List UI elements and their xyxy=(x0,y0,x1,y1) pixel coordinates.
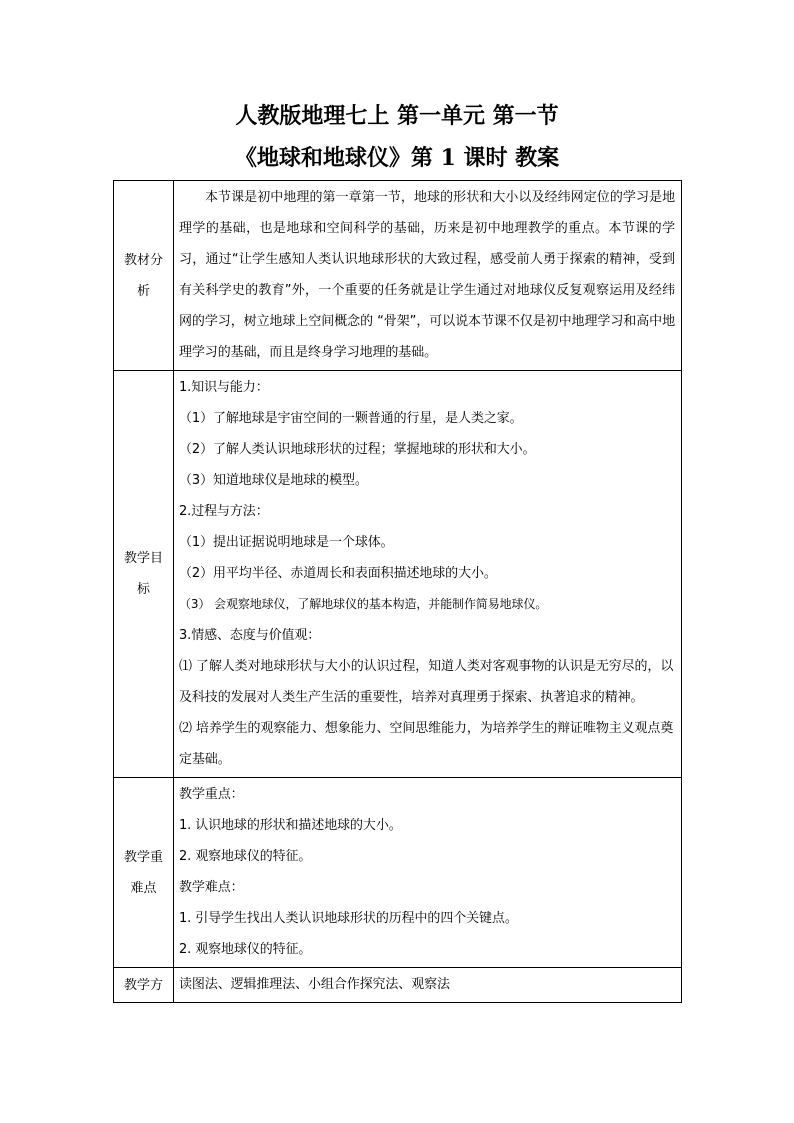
label-text-line-1: 教学重 xyxy=(123,849,163,865)
objective-line: （3） 会观察地球仪，了解地球仪的基本构造，并能制作简易地球仪。 xyxy=(179,597,548,611)
label-materials-analysis xyxy=(114,181,174,371)
row-materials-analysis xyxy=(114,181,682,371)
key-point-line: 1. 认识地球的形状和描述地球的大小。 xyxy=(179,818,402,833)
label-teaching-objectives xyxy=(114,371,174,778)
row-key-difficult-points xyxy=(114,778,682,968)
key-point-line: 1. 引导学生找出人类认识地球形状的历程中的四个关键点。 xyxy=(179,911,518,926)
objective-line: （2）用平均半径、赤道周长和表面积描述地球的大小。 xyxy=(179,566,497,581)
objective-line: （2）了解人类认识地球形状的过程；掌握地球的形状和大小。 xyxy=(179,442,536,457)
row-teaching-objectives xyxy=(114,371,682,778)
content-key-difficult-points xyxy=(174,778,682,968)
key-point-line: 2. 观察地球仪的特征。 xyxy=(179,942,312,957)
row-teaching-methods xyxy=(114,968,682,1003)
document-title-line-1: 人教版地理七上 第一单元 第一节 xyxy=(235,103,559,129)
materials-analysis-paragraph: 本节课是初中地理的第一章第一节，地球的形状和大小以及经纬网定位的学习是地理学的基础，也是地球和空间科学的基础，历来是初中地理教学的重点。本节课的学习，通过“让学生感知人类认识地球形状的大致过程，感受前人勇于探索的精神，受到有关科学史的教育”外，一个重要的任务就是让学生通过对地球仪反复观察运用及经纬网的学习，树立地球上空间概念的 “骨架”，可以说本节课不仅是初中地理学习和高中地理学习的基础，而且是终身学习地理的基础。 xyxy=(179,190,675,360)
teaching-methods-text: 读图法、逻辑推理法、小组合作探究法、观察法 xyxy=(179,977,450,992)
objective-line: 2.过程与方法： xyxy=(179,504,269,519)
content-materials-analysis xyxy=(174,181,682,371)
key-point-line: 教学重点： xyxy=(179,787,244,802)
label-text-line-1: 教学目 xyxy=(123,551,163,566)
objective-line: （1）了解地球是宇宙空间的一颗普通的行星，是人类之家。 xyxy=(179,411,523,426)
label-text-line-2: 析 xyxy=(136,283,150,299)
objective-line: 3.情感、态度与价值观： xyxy=(179,628,321,643)
key-point-line: 2. 观察地球仪的特征。 xyxy=(179,849,312,864)
label-key-difficult-points xyxy=(114,778,174,968)
lesson-plan-table xyxy=(113,180,682,1003)
content-teaching-methods xyxy=(174,968,682,1003)
label-text-line-2: 难点 xyxy=(130,880,157,896)
content-teaching-objectives xyxy=(174,371,682,778)
objective-line: 1.知识与能力： xyxy=(179,380,269,395)
label-teaching-methods xyxy=(114,968,174,1003)
objective-line: （1）提出证据说明地球是一个球体。 xyxy=(179,535,394,550)
objective-line: （3）知道地球仪是地球的模型。 xyxy=(179,473,368,488)
objective-paragraph: ⑴ 了解人类对地球形状与大小的认识过程，知道人类对客观事物的认识是无穷尽的，以及科技的发展对人类生产生活的重要性，培养对真理勇于探索、执著追求的精神。 xyxy=(179,659,674,705)
label-text-line-1: 教材分 xyxy=(123,252,163,268)
label-text-line-2: 标 xyxy=(136,582,150,597)
objective-paragraph: ⑵ 培养学生的观察能力、想象能力、空间思维能力，为培养学生的辩证唯物主义观点奠定基础。 xyxy=(179,721,674,767)
key-point-line: 教学难点： xyxy=(179,880,244,895)
label-text-line-1: 教学方 xyxy=(123,977,163,993)
document-title-line-2: 《地球和地球仪》第 1 课时 教案 xyxy=(234,145,560,171)
